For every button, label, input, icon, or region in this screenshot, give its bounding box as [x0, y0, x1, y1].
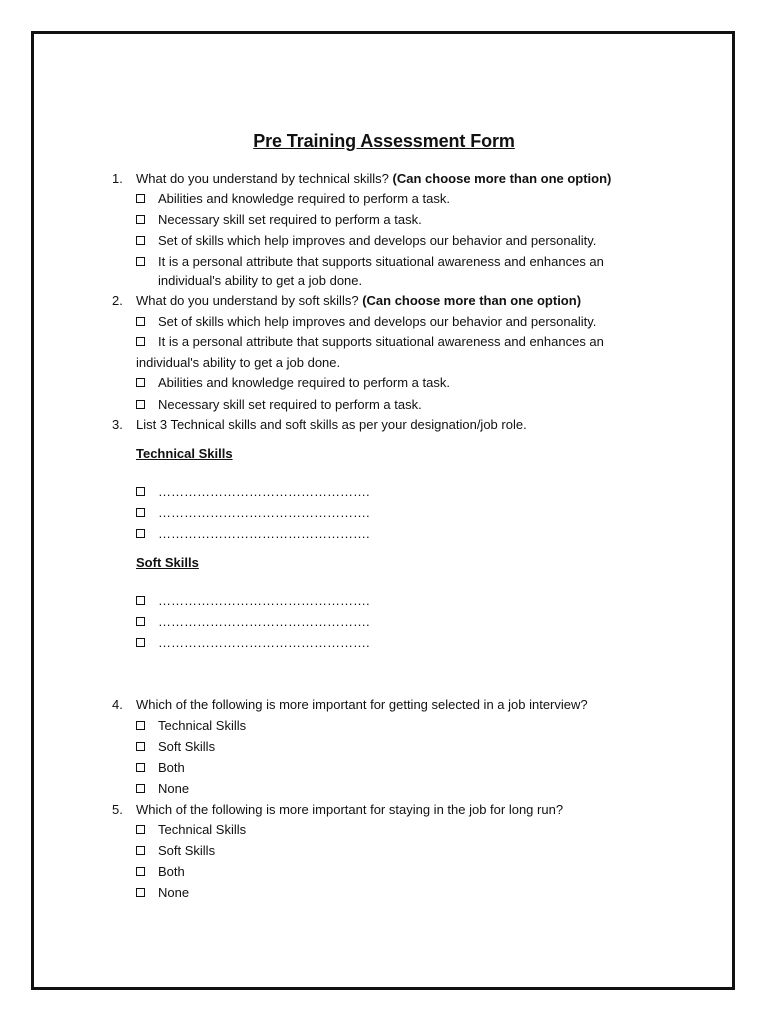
- option-label: It is a personal attribute that supports situational awareness and enhances an: [158, 254, 604, 269]
- question-text: What do you understand by soft skills?: [136, 293, 359, 308]
- option-label: Set of skills which help improves and develops our behavior and personality.: [158, 314, 597, 329]
- question-text: Which of the following is more important for staying in the job for long run?: [136, 802, 564, 817]
- blank-line[interactable]: ………………………………………….: [158, 526, 370, 541]
- question-number: 5.: [112, 802, 123, 817]
- checkbox[interactable]: [136, 194, 145, 203]
- checkbox[interactable]: [136, 317, 145, 326]
- option-label: Technical Skills: [158, 822, 247, 837]
- checkbox[interactable]: [136, 721, 145, 730]
- checkbox[interactable]: [136, 867, 145, 876]
- option-label: Necessary skill set required to perform a task.: [158, 212, 422, 227]
- checkbox[interactable]: [136, 742, 145, 751]
- soft-skills-heading: Soft Skills: [136, 555, 199, 570]
- checkbox[interactable]: [136, 784, 145, 793]
- option-label: Abilities and knowledge required to perform a task.: [158, 191, 450, 206]
- checkbox[interactable]: [136, 846, 145, 855]
- checkbox[interactable]: [136, 487, 145, 496]
- checkbox[interactable]: [136, 529, 145, 538]
- question-note: (Can choose more than one option): [362, 293, 582, 308]
- blank-line[interactable]: ………………………………………….: [158, 484, 370, 499]
- option-label: Set of skills which help improves and develops our behavior and personality.: [158, 233, 597, 248]
- checkbox[interactable]: [136, 638, 145, 647]
- blank-line[interactable]: ………………………………………….: [158, 505, 370, 520]
- option-label-continued: individual's ability to get a job done.: [158, 273, 363, 288]
- option-label: Necessary skill set required to perform a task.: [158, 397, 422, 412]
- option-label: Both: [158, 760, 185, 775]
- option-label: Technical Skills: [158, 718, 247, 733]
- checkbox[interactable]: [136, 378, 145, 387]
- blank-line[interactable]: ………………………………………….: [158, 635, 370, 650]
- checkbox[interactable]: [136, 257, 145, 266]
- question-text: Which of the following is more important for getting selected in a job interview?: [136, 697, 588, 712]
- blank-line[interactable]: ………………………………………….: [158, 614, 370, 629]
- checkbox[interactable]: [136, 596, 145, 605]
- option-label: None: [158, 885, 190, 900]
- question-number: 4.: [112, 697, 123, 712]
- question-number: 2.: [112, 293, 123, 308]
- option-label: Abilities and knowledge required to perform a task.: [158, 375, 450, 390]
- checkbox[interactable]: [136, 825, 145, 834]
- question-number: 1.: [112, 171, 123, 186]
- option-label: It is a personal attribute that supports situational awareness and enhances an: [158, 334, 604, 349]
- checkbox[interactable]: [136, 617, 145, 626]
- blank-line[interactable]: ………………………………………….: [158, 593, 370, 608]
- form-title: Pre Training Assessment Form: [253, 131, 515, 151]
- checkbox[interactable]: [136, 215, 145, 224]
- question-text: List 3 Technical skills and soft skills as per your designation/job role.: [136, 417, 527, 432]
- technical-skills-heading: Technical Skills: [136, 446, 233, 461]
- option-label: None: [158, 781, 190, 796]
- question-text: What do you understand by technical skills?: [136, 171, 389, 186]
- option-label: Both: [158, 864, 185, 879]
- checkbox[interactable]: [136, 236, 145, 245]
- checkbox[interactable]: [136, 888, 145, 897]
- checkbox[interactable]: [136, 337, 145, 346]
- checkbox[interactable]: [136, 763, 145, 772]
- option-label-continued: individual's ability to get a job done.: [136, 355, 341, 370]
- checkbox[interactable]: [136, 400, 145, 409]
- question-number: 3.: [112, 417, 123, 432]
- question-note: (Can choose more than one option): [392, 171, 612, 186]
- checkbox[interactable]: [136, 508, 145, 517]
- option-label: Soft Skills: [158, 739, 216, 754]
- option-label: Soft Skills: [158, 843, 216, 858]
